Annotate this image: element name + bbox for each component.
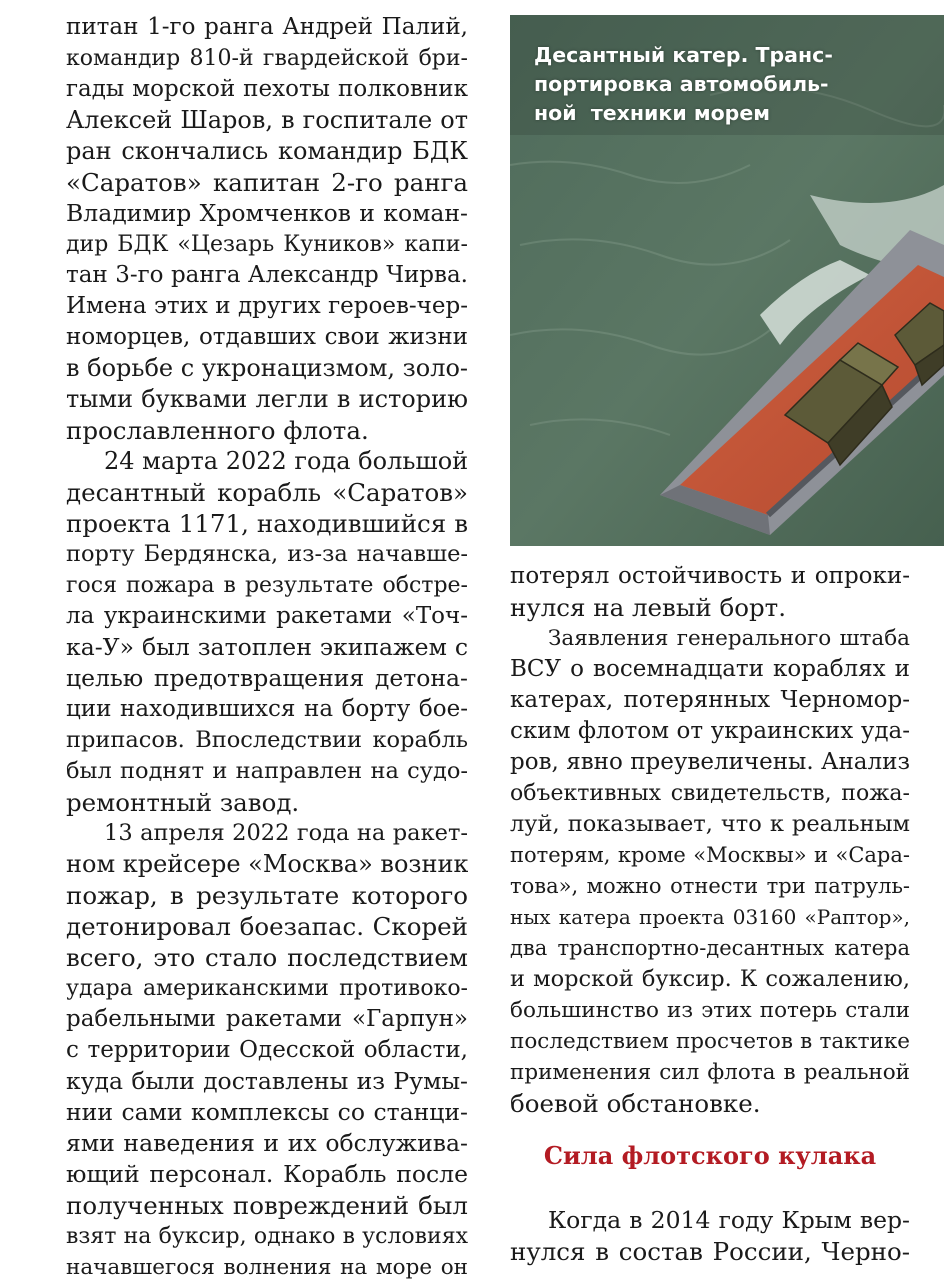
text-line: ющий персонал. Корабль после — [66, 1160, 468, 1188]
text-line: тыми буквами легли в историю — [66, 385, 468, 413]
caption-line: ной техники морем — [534, 101, 771, 125]
text-line: полученных повреждений был — [66, 1191, 468, 1220]
text-line: нии сами комплексы со станци- — [66, 1098, 468, 1126]
text-line: питан 1-го ранга Андрей Палий, — [66, 14, 468, 40]
text-line: тан 3-го ранга Александр Чирва. — [66, 262, 468, 288]
text-line: начавшегося волнения на море он — [66, 1255, 468, 1280]
text-line: пожар, в результате которого — [66, 881, 468, 910]
text-line: проекта 1171, находившийся в — [66, 509, 468, 538]
text-line: удара американскими противоко- — [66, 976, 468, 1001]
section-heading: Сила флотского кулака — [543, 1141, 877, 1170]
text-line: в борьбе с укронацизмом, золо- — [66, 354, 468, 382]
text-line: катерах, потерянных Черномор- — [510, 687, 910, 713]
photo-caption — [534, 41, 934, 128]
text-line: был поднят и направлен на судо- — [66, 758, 468, 784]
text-line: порту Бердянска, из-за начавше- — [66, 541, 468, 567]
text-line: Владимир Хромченков и коман- — [66, 199, 468, 227]
text-line: ремонтный завод. — [66, 788, 300, 817]
text-line: рабельными ракетами «Гарпун» — [66, 1006, 468, 1032]
text-line: и морской буксир. К сожалению, — [510, 966, 910, 992]
text-line: ла украинскими ракетами «Точ- — [66, 603, 468, 629]
text-line: номорцев, отдавших свои жизни — [66, 324, 468, 350]
text-line: ном крейсере «Москва» возник — [66, 850, 468, 878]
text-line: два транспортно-десантных катера — [510, 936, 910, 960]
text-line: гося пожара в результате обстре- — [66, 573, 468, 598]
text-line: ями наведения и их обслужива- — [66, 1129, 468, 1157]
text-line: большинство из этих потерь стали — [510, 998, 910, 1023]
text-line: дир БДК «Цезарь Куников» капи- — [66, 232, 468, 257]
text-line: Алексей Шаров, в госпитале от — [66, 106, 468, 134]
text-line: применения сил флота в реальной — [510, 1060, 910, 1085]
text-line: целью предотвращения детона- — [66, 664, 468, 692]
text-line: ции находившихся на борту бое- — [66, 696, 468, 722]
text-line: луй, показывает, что к реальным — [510, 811, 910, 837]
text-line: «Саратов» капитан 2-го ранга — [66, 168, 468, 197]
text-line: объективных свидетельств, пожа- — [510, 781, 910, 806]
caption-line: Десантный катер. Транс- — [534, 43, 833, 67]
text-line: потерял остойчивость и опроки- — [510, 563, 910, 589]
text-line: това», можно отнести три патруль- — [510, 874, 910, 898]
text-line: Имена этих и других героев-чер- — [66, 293, 468, 319]
landing-craft-photo — [510, 15, 944, 546]
caption-line: портировка автомобиль- — [534, 72, 829, 96]
text-line: ров, явно преувеличены. Анализ — [510, 749, 910, 775]
paragraph-start-line: Когда в 2014 году Крым вер- — [548, 1206, 910, 1234]
text-line: нулся в состав России, Черно- — [510, 1237, 910, 1266]
paragraph-start-line: 13 апреля 2022 года на ракет- — [104, 820, 468, 846]
text-line: ским флотом от украинских уда- — [510, 718, 910, 744]
text-line: детонировал боезапас. Скорей — [66, 912, 468, 941]
text-line: потерям, кроме «Москвы» и «Сара- — [510, 843, 910, 867]
text-line: ран скончались командир БДК — [66, 137, 468, 165]
text-line: гады морской пехоты полковник — [66, 76, 468, 102]
text-line: боевой обстановке. — [510, 1089, 761, 1118]
text-line: командир 810-й гвардейской бри- — [66, 46, 468, 71]
paragraph-start-line: Заявления генерального штаба — [548, 626, 910, 651]
text-line: взят на буксир, однако в условиях — [66, 1224, 468, 1249]
text-line: последствием просчетов в тактике — [510, 1029, 910, 1054]
paragraph-start-line: 24 марта 2022 года большой — [104, 447, 468, 475]
text-line: ВСУ о восемнадцати кораблях и — [510, 656, 910, 682]
text-line: всего, это стало последствием — [66, 943, 468, 972]
text-line: с территории Одесской области, — [66, 1037, 468, 1063]
text-line: ка-У» был затоплен экипажем с — [66, 633, 468, 661]
text-line: ных катера проекта 03160 «Раптор», — [510, 905, 910, 929]
text-line: десантный корабль «Саратов» — [66, 478, 468, 507]
text-line: прославленного флота. — [66, 416, 369, 445]
text-line: куда были доставлены из Румы- — [66, 1067, 468, 1095]
text-line: нулся на левый борт. — [510, 593, 786, 622]
text-line: припасов. Впоследствии корабль — [66, 727, 468, 753]
